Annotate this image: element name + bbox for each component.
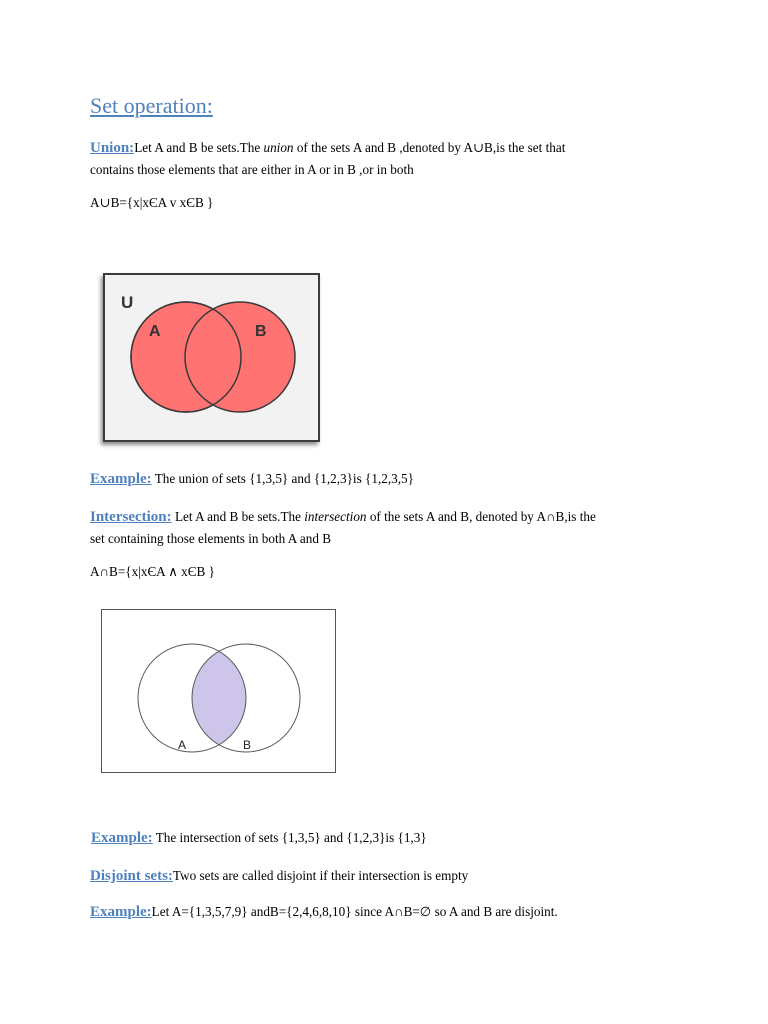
intersection-text-line2: set containing those elements in both A and B [90, 531, 332, 546]
union-circle-b [185, 302, 295, 412]
example-intersection-term: Example: [91, 830, 153, 846]
intersection-formula: A∩B={x|xЄA ∧ xЄB } [90, 564, 215, 579]
intersection-venn-diagram [101, 609, 336, 773]
example-disjoint-text: Let A={1,3,5,7,9} andB={2,4,6,8,10} since A∩B=∅ so A and B are disjoint. [151, 904, 558, 919]
union-set-b-label: B [255, 323, 267, 340]
disjoint-definition [90, 865, 690, 887]
example-union [90, 468, 690, 490]
intersection-set-a-label: A [178, 738, 187, 752]
intersection-text-b: of the sets A and B, denoted by A∩B,is the [366, 509, 596, 524]
intersection-venn-svg [102, 610, 335, 772]
union-set-a-label: A [149, 323, 161, 340]
disjoint-term: Disjoint sets: [90, 868, 173, 884]
page-title: Set operation: [90, 93, 213, 118]
union-text-a: Let A and B be sets.The [134, 140, 264, 155]
example-intersection-text: The intersection of sets {1,3,5} and {1,2,3}is {1,3} [152, 830, 427, 845]
union-emphasis: union [263, 140, 294, 155]
example-intersection [91, 827, 691, 849]
example-disjoint [90, 901, 690, 923]
intersection-set-b-label: B [243, 738, 252, 752]
intersection-term: Intersection: [90, 509, 172, 525]
intersection-emphasis: intersection [304, 509, 367, 524]
intersection-definition [90, 506, 690, 550]
intersection-text-a: Let A and B be sets.The [171, 509, 305, 524]
example-disjoint-term: Example: [90, 904, 152, 920]
union-text-line2: contains those elements that are either in A or in B ,or in both [90, 162, 414, 177]
union-venn-diagram [103, 273, 320, 442]
example-union-term: Example: [90, 471, 152, 487]
union-definition [90, 137, 690, 181]
union-text-b: of the sets A and B ,denoted by A∪B,is the set that [293, 140, 566, 155]
example-union-text: The union of sets {1,3,5} and {1,2,3}is {1,2,3,5} [151, 471, 414, 486]
union-formula: A∪B={x|xЄA v xЄB } [90, 195, 214, 210]
disjoint-text: Two sets are called disjoint if their intersection is empty [172, 868, 469, 883]
universe-label: U [121, 293, 134, 312]
union-venn-svg [105, 275, 318, 440]
union-term: Union: [90, 140, 135, 156]
